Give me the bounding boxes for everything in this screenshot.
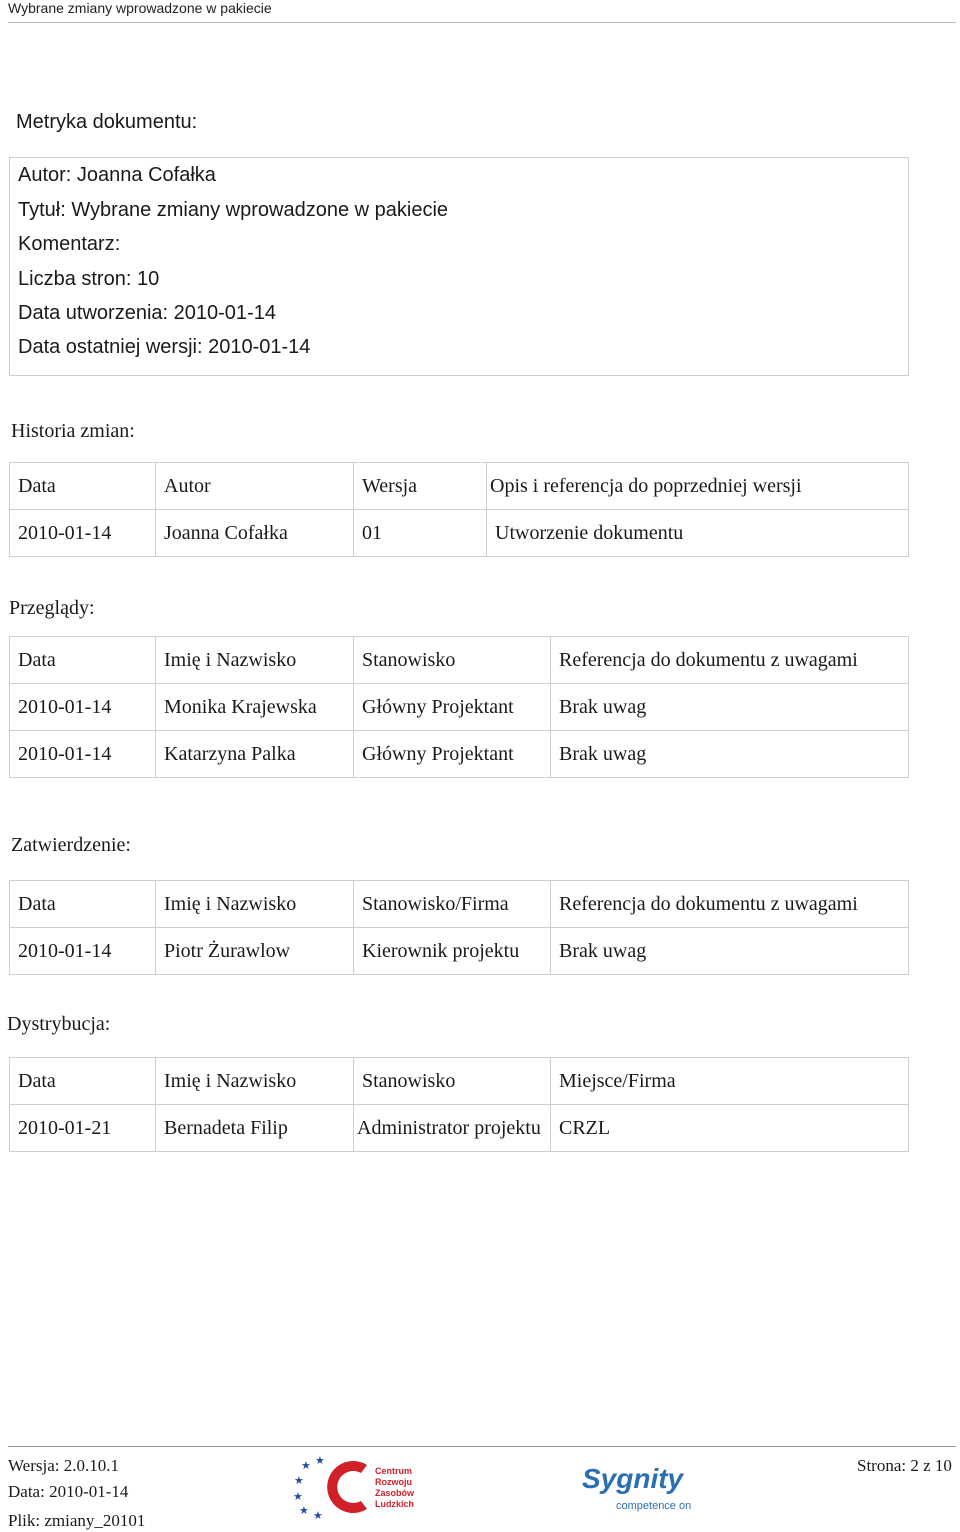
header-cell: Wersja — [354, 463, 487, 510]
table-cell: Bernadeta Filip — [156, 1105, 354, 1152]
header-cell: Referencja do dokumentu z uwagami — [551, 637, 909, 684]
header-cell: Imię i Nazwisko — [156, 881, 354, 928]
table-row — [10, 1105, 909, 1152]
historia-table — [9, 462, 909, 557]
table-row — [10, 684, 909, 731]
table-cell: CRZL — [551, 1105, 909, 1152]
crzl-logo — [293, 1455, 423, 1524]
table-header-row — [10, 463, 909, 510]
header-cell: Data — [10, 463, 156, 510]
metryka-title: Tytuł: Wybrane zmiany wprowadzone w pakiecie — [18, 199, 449, 221]
sygnity-name: Sygnity — [582, 1463, 684, 1494]
svg-text:★: ★ — [293, 1490, 303, 1503]
przeglady-table — [9, 636, 909, 778]
table-cell: Główny Projektant — [354, 731, 551, 778]
sygnity-logo — [582, 1458, 698, 1521]
svg-text:★: ★ — [294, 1474, 304, 1487]
footer-version: Wersja: 2.0.10.1 — [8, 1456, 119, 1475]
header-cell: Stanowisko — [354, 637, 551, 684]
table-cell: Administrator projektu — [354, 1105, 551, 1152]
header-cell: Autor — [156, 463, 354, 510]
footer-divider — [8, 1446, 956, 1447]
table-cell: Brak uwag — [551, 731, 909, 778]
header-cell: Stanowisko/Firma — [354, 881, 551, 928]
table-cell: 01 — [354, 510, 487, 557]
header-cell: Data — [10, 1058, 156, 1105]
dystrybucja-heading: Dystrybucja: — [7, 1013, 111, 1035]
table-row — [10, 928, 909, 975]
table-cell: Joanna Cofałka — [156, 510, 354, 557]
metryka-heading: Metryka dokumentu: — [16, 111, 198, 133]
table-cell: 2010-01-14 — [10, 731, 156, 778]
footer-file: Plik: zmiany_20101 — [8, 1511, 146, 1530]
table-cell: 2010-01-14 — [10, 684, 156, 731]
table-cell: 2010-01-14 — [10, 510, 156, 557]
header-cell: Referencja do dokumentu z uwagami — [551, 881, 909, 928]
table-cell: Utworzenie dokumentu — [487, 510, 909, 557]
table-cell: Kierownik projektu — [354, 928, 551, 975]
table-row — [10, 510, 909, 557]
metryka-page-count: Liczba stron: 10 — [18, 268, 160, 290]
svg-text:★: ★ — [313, 1509, 323, 1519]
table-cell: Główny Projektant — [354, 684, 551, 731]
metryka-comment: Komentarz: — [18, 233, 121, 255]
table-row — [10, 731, 909, 778]
table-cell: 2010-01-21 — [10, 1105, 156, 1152]
table-header-row — [10, 1058, 909, 1105]
header-cell: Data — [10, 881, 156, 928]
running-header-title: Wybrane zmiany wprowadzone w pakiecie — [8, 0, 272, 16]
header-cell: Imię i Nazwisko — [156, 1058, 354, 1105]
table-header-row — [10, 637, 909, 684]
table-cell: Monika Krajewska — [156, 684, 354, 731]
header-cell: Miejsce/Firma — [551, 1058, 909, 1105]
zatwierdzenie-table — [9, 880, 909, 975]
eu-stars-icon — [293, 1455, 325, 1519]
sygnity-tagline: competence on — [616, 1500, 692, 1512]
table-cell: 2010-01-14 — [10, 928, 156, 975]
footer-page-number: Strona: 2 z 10 — [857, 1456, 952, 1475]
svg-text:★: ★ — [315, 1455, 325, 1467]
crzl-word-2: Rozwoju — [375, 1477, 412, 1487]
table-cell: Brak uwag — [551, 928, 909, 975]
header-cell: Imię i Nazwisko — [156, 637, 354, 684]
crzl-word-1: Centrum — [375, 1466, 413, 1476]
metryka-box — [9, 157, 909, 376]
header-divider — [8, 22, 956, 23]
crzl-word-3: Zasobów — [375, 1488, 415, 1498]
footer-date: Data: 2010-01-14 — [8, 1482, 129, 1501]
metryka-last-version: Data ostatniej wersji: 2010-01-14 — [18, 336, 311, 358]
dystrybucja-table — [9, 1057, 909, 1152]
svg-text:★: ★ — [301, 1459, 311, 1472]
crzl-word-4: Ludzkich — [375, 1499, 415, 1509]
header-cell: Stanowisko — [354, 1058, 551, 1105]
header-cell: Opis i referencja do poprzedniej wersji — [487, 463, 909, 510]
metryka-author: Autor: Joanna Cofałka — [18, 164, 216, 186]
table-header-row — [10, 881, 909, 928]
historia-heading: Historia zmian: — [11, 420, 135, 442]
table-cell: Piotr Żurawlow — [156, 928, 354, 975]
table-cell: Katarzyna Palka — [156, 731, 354, 778]
table-cell: Brak uwag — [551, 684, 909, 731]
przeglady-heading: Przeglądy: — [9, 597, 95, 619]
metryka-created: Data utworzenia: 2010-01-14 — [18, 302, 276, 324]
svg-text:★: ★ — [299, 1504, 309, 1517]
zatwierdzenie-heading: Zatwierdzenie: — [11, 834, 131, 856]
header-cell: Data — [10, 637, 156, 684]
